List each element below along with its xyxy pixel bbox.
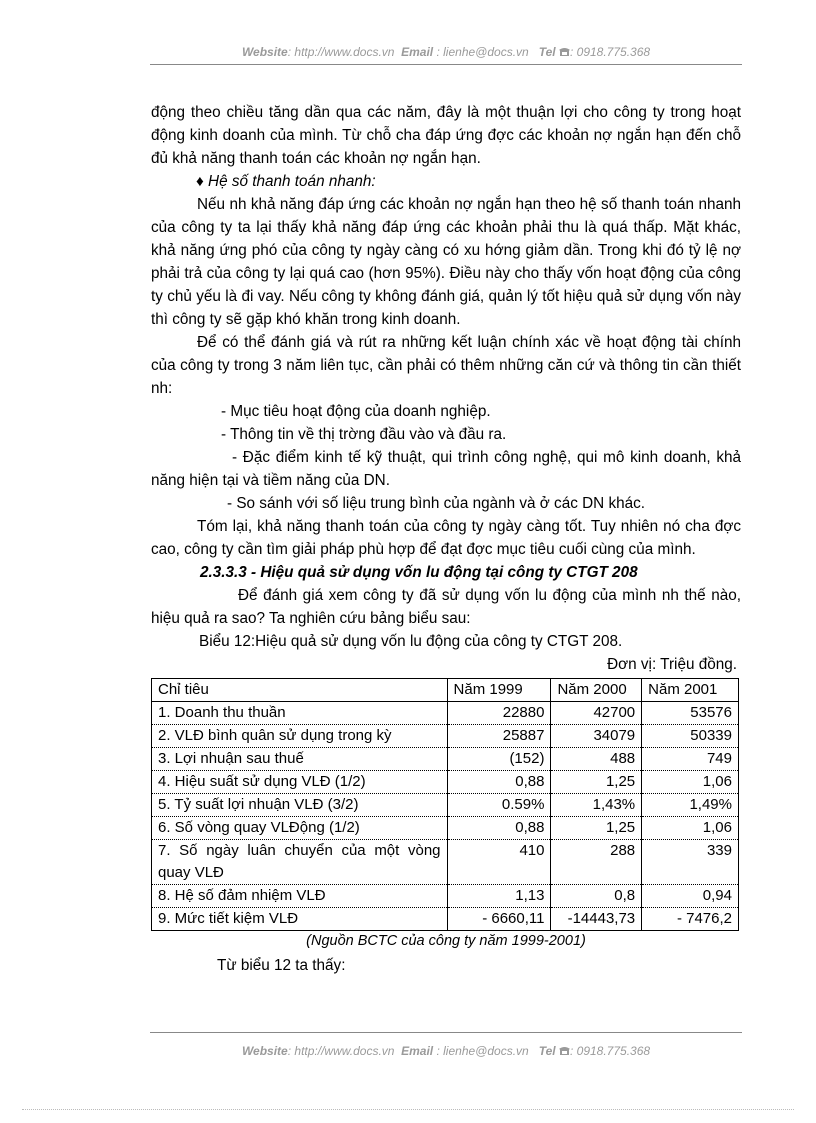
table-cell: 749: [642, 748, 739, 771]
table-cell: 0,88: [447, 817, 551, 840]
table-cell: 488: [551, 748, 642, 771]
list-item: - So sánh với số liệu trung bình của ngành và ở các DN khác.: [227, 495, 646, 512]
paragraph: Để có thể đánh giá và rút ra những kết luận chính xác về hoạt động tài chính của công ty trong 3 năm liên tục, cần phải có thêm những căn cứ và thông tin cần thiết nh:: [151, 334, 741, 397]
table-cell: 8. Hệ số đảm nhiệm VLĐ: [152, 885, 448, 908]
table-row: [152, 702, 739, 725]
table-cell: 25887: [447, 725, 551, 748]
table-cell: 3. Lợi nhuận sau thuế: [152, 748, 448, 771]
table-cell: 1,06: [642, 771, 739, 794]
table-cell: 1,25: [551, 771, 642, 794]
table-row: [152, 840, 739, 885]
email-address[interactable]: : lienhe@docs.vn: [433, 1044, 529, 1058]
phone-icon: [559, 1046, 570, 1056]
table-cell: (152): [447, 748, 551, 771]
table-row: [152, 748, 739, 771]
table-cell: 1,25: [551, 817, 642, 840]
website-url[interactable]: : http://www.docs.vn: [287, 45, 395, 59]
table-cell: 50339: [642, 725, 739, 748]
paragraph: Tóm lại, khả năng thanh toán của công ty ngày càng tốt. Tuy nhiên nó cha đợc cao, công ty cần tìm giải pháp phù hợp để đạt đợc mục tiêu cuối cùng của mình.: [151, 518, 741, 558]
phone-number: : 0918.775.368: [569, 1044, 651, 1058]
table-cell: 0,88: [447, 771, 551, 794]
phone-number: : 0918.775.368: [569, 45, 651, 59]
diamond-bullet-icon: ♦: [196, 173, 204, 190]
table-cell: 6. Số vòng quay VLĐộng (1/2): [152, 817, 448, 840]
table-cell: 4. Hiệu suất sử dụng VLĐ (1/2): [152, 771, 448, 794]
tel-label: Tel: [538, 1044, 556, 1058]
table-cell: 0,8: [551, 885, 642, 908]
phone-icon: [559, 47, 570, 57]
table-source: (Nguồn BCTC của công ty năm 1999-2001): [306, 933, 586, 949]
email-label: Email: [401, 45, 434, 59]
table-cell: 1. Doanh thu thuần: [152, 702, 448, 725]
table-row: [152, 794, 739, 817]
table-cell: 0.59%: [447, 794, 551, 817]
header-divider: [150, 64, 742, 65]
list-item: - Thông tin về thị trờng đầu vào và đầu ra.: [221, 426, 507, 443]
table-cell: 0,94: [642, 885, 739, 908]
table-cell: 34079: [551, 725, 642, 748]
table-cell: 2. VLĐ bình quân sử dụng trong kỳ: [152, 725, 448, 748]
website-url[interactable]: : http://www.docs.vn: [287, 1044, 395, 1058]
column-header: Năm 1999: [447, 679, 551, 702]
closing-line: Từ biểu 12 ta thấy:: [217, 957, 346, 974]
list-item: - Đặc điểm kinh tế kỹ thuật, qui trình công nghệ, qui mô kinh doanh, khả năng hiện tại và tiềm năng của DN.: [151, 449, 741, 489]
table-cell: 42700: [551, 702, 642, 725]
table-cell: 410: [447, 840, 551, 885]
table-cell: 53576: [642, 702, 739, 725]
table-cell: 1,13: [447, 885, 551, 908]
table-cell: 9. Mức tiết kiệm VLĐ: [152, 908, 448, 931]
document-body: [151, 101, 741, 977]
table-cell: 339: [642, 840, 739, 885]
table-cell: 1,49%: [642, 794, 739, 817]
table-cell: - 6660,11: [447, 908, 551, 931]
paragraph: Để đánh giá xem công ty đã sử dụng vốn lu động của mình nh thế nào, hiệu quả ra sao? Ta nghiên cứu bảng biểu sau:: [151, 587, 741, 627]
table-row: [152, 908, 739, 931]
page-header: [150, 45, 742, 59]
email-label: Email: [401, 1044, 434, 1058]
table-cell: 1,43%: [551, 794, 642, 817]
table-cell: 5. Tỷ suất lợi nhuận VLĐ (3/2): [152, 794, 448, 817]
page-footer: [150, 1044, 742, 1058]
email-address[interactable]: : lienhe@docs.vn: [433, 45, 529, 59]
table-row: [152, 771, 739, 794]
bullet-heading: [151, 170, 741, 193]
table-cell: 1,06: [642, 817, 739, 840]
table-header-row: [152, 679, 739, 702]
section-heading: 2.3.3.3 - Hiệu quả sử dụng vốn lu động tại công ty CTGT 208: [200, 564, 638, 581]
efficiency-table: [151, 678, 739, 931]
column-header: Năm 2000: [551, 679, 642, 702]
table-cell: - 7476,2: [642, 908, 739, 931]
table-row: [152, 725, 739, 748]
paragraph: Nếu nh khả năng đáp ứng các khoản nợ ngắn hạn theo hệ số thanh toán nhanh của công ty ta lại thấy khả năng đáp ứng các khoản phải thu là quá thấp. Mặt khác, khả năng ứng phó của công ty ngày càng có xu hớng giảm dần. Trong khi đó tỷ lệ nợ phải trả của công ty lại quá cao (hơn 95%). Điều này cho thấy vốn hoạt động của công ty chủ yếu là đi vay. Nếu công ty không đánh giá, quản lý tốt hiệu quả sử dụng vốn này thì công ty sẽ gặp khó khăn trong kinh doanh.: [151, 196, 741, 328]
footer-divider: [150, 1032, 742, 1033]
table-cell: -14443,73: [551, 908, 642, 931]
table-cell: 22880: [447, 702, 551, 725]
paragraph: động theo chiều tăng dần qua các năm, đây là một thuận lợi cho công ty trong hoạt động kinh doanh của mình. Từ chỗ cha đáp ứng đợc các khoản nợ ngắn hạn đến chỗ đủ khả năng thanh toán các khoản nợ ngắn hạn.: [151, 104, 741, 167]
page-bottom-edge: [22, 1109, 794, 1110]
bullet-text: Hệ số thanh toán nhanh:: [203, 173, 376, 190]
table-cell: 288: [551, 840, 642, 885]
table-caption: Biểu 12:Hiệu quả sử dụng vốn lu động của công ty CTGT 208.: [199, 633, 623, 650]
tel-label: Tel: [538, 45, 556, 59]
table-unit: Đơn vị: Triệu đồng.: [607, 656, 737, 673]
website-label: Website: [241, 45, 288, 59]
list-item: - Mục tiêu hoạt động của doanh nghiệp.: [221, 403, 491, 420]
table-cell: 7. Số ngày luân chuyển của một vòng quay VLĐ: [152, 840, 448, 885]
table-row: [152, 885, 739, 908]
website-label: Website: [241, 1044, 288, 1058]
table-row: [152, 817, 739, 840]
column-header: Năm 2001: [642, 679, 739, 702]
column-header: Chỉ tiêu: [152, 679, 448, 702]
